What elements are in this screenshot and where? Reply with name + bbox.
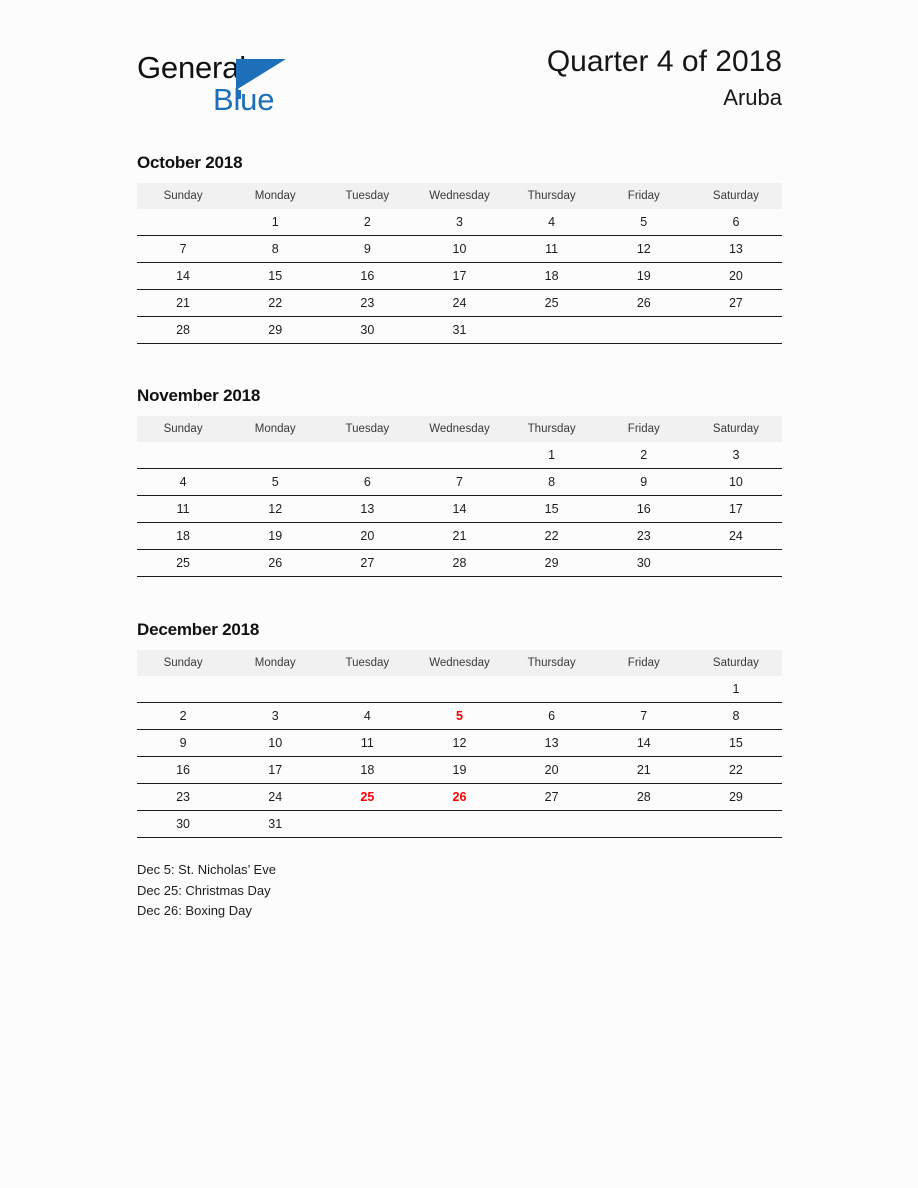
calendar-table <box>137 416 782 577</box>
day-cell[interactable]: 6 <box>321 469 413 496</box>
calendar-week-row <box>137 209 782 236</box>
day-cell[interactable]: 11 <box>321 730 413 757</box>
calendar-week-row <box>137 730 782 757</box>
calendar-week-row <box>137 550 782 577</box>
day-cell[interactable]: 27 <box>690 290 782 317</box>
day-cell[interactable]: 15 <box>690 730 782 757</box>
day-cell[interactable]: 30 <box>137 811 229 838</box>
day-cell[interactable]: 20 <box>321 523 413 550</box>
calendar-week-row <box>137 290 782 317</box>
weekday-header-wednesday: Wednesday <box>413 416 505 442</box>
day-cell[interactable]: 5 <box>598 209 690 236</box>
day-cell-empty[interactable] <box>413 442 505 469</box>
day-cell[interactable]: 23 <box>137 784 229 811</box>
day-cell[interactable]: 2 <box>321 209 413 236</box>
logo-word-blue: Blue <box>213 82 275 117</box>
day-cell[interactable]: 4 <box>321 703 413 730</box>
day-cell[interactable]: 14 <box>137 263 229 290</box>
day-cell-holiday[interactable]: 5 <box>413 703 505 730</box>
calendar-week-row <box>137 784 782 811</box>
day-cell[interactable]: 6 <box>506 703 598 730</box>
calendar-header-row <box>137 650 782 676</box>
day-cell[interactable]: 15 <box>506 496 598 523</box>
day-cell[interactable]: 2 <box>598 442 690 469</box>
day-cell[interactable]: 16 <box>321 263 413 290</box>
legend-item: Dec 25: Christmas Day <box>137 882 271 898</box>
page-header <box>137 44 782 140</box>
calendar-week-row <box>137 757 782 784</box>
month-block-december <box>137 620 782 838</box>
day-cell[interactable]: 28 <box>598 784 690 811</box>
calendar-header-row <box>137 416 782 442</box>
day-cell-empty[interactable] <box>321 676 413 703</box>
day-cell[interactable]: 25 <box>506 290 598 317</box>
day-cell[interactable]: 10 <box>413 236 505 263</box>
day-cell[interactable]: 2 <box>137 703 229 730</box>
calendar-week-row <box>137 236 782 263</box>
calendar-week-row <box>137 523 782 550</box>
day-cell[interactable]: 28 <box>137 317 229 344</box>
day-cell-empty[interactable] <box>690 550 782 577</box>
day-cell[interactable]: 19 <box>413 757 505 784</box>
day-cell[interactable]: 22 <box>690 757 782 784</box>
day-cell[interactable]: 26 <box>229 550 321 577</box>
day-cell-empty[interactable] <box>506 811 598 838</box>
calendar-week-row <box>137 442 782 469</box>
day-cell[interactable]: 15 <box>229 263 321 290</box>
day-cell-empty[interactable] <box>598 317 690 344</box>
day-cell[interactable]: 7 <box>598 703 690 730</box>
day-cell[interactable]: 19 <box>229 523 321 550</box>
day-cell-empty[interactable] <box>506 317 598 344</box>
weekday-header-tuesday: Tuesday <box>321 650 413 676</box>
day-cell[interactable]: 30 <box>321 317 413 344</box>
day-cell-empty[interactable] <box>137 676 229 703</box>
day-cell[interactable]: 12 <box>598 236 690 263</box>
day-cell[interactable]: 13 <box>506 730 598 757</box>
weekday-header-thursday: Thursday <box>506 416 598 442</box>
weekday-header-friday: Friday <box>598 183 690 209</box>
day-cell[interactable]: 24 <box>229 784 321 811</box>
weekday-header-monday: Monday <box>229 416 321 442</box>
day-cell[interactable]: 1 <box>690 676 782 703</box>
day-cell[interactable]: 8 <box>690 703 782 730</box>
day-cell-empty[interactable] <box>598 811 690 838</box>
day-cell[interactable]: 4 <box>506 209 598 236</box>
day-cell[interactable]: 28 <box>413 550 505 577</box>
calendar-table <box>137 183 782 344</box>
day-cell-empty[interactable] <box>506 676 598 703</box>
day-cell[interactable]: 16 <box>598 496 690 523</box>
day-cell-empty[interactable] <box>321 442 413 469</box>
day-cell[interactable]: 3 <box>229 703 321 730</box>
day-cell[interactable]: 21 <box>413 523 505 550</box>
day-cell[interactable]: 26 <box>598 290 690 317</box>
day-cell[interactable]: 27 <box>321 550 413 577</box>
weekday-header-monday: Monday <box>229 650 321 676</box>
weekday-header-wednesday: Wednesday <box>413 183 505 209</box>
day-cell[interactable]: 11 <box>137 496 229 523</box>
calendar-body <box>137 442 782 577</box>
day-cell-empty[interactable] <box>690 317 782 344</box>
day-cell[interactable]: 14 <box>413 496 505 523</box>
logo-word-general: General <box>137 50 246 85</box>
day-cell[interactable]: 14 <box>598 730 690 757</box>
day-cell[interactable]: 10 <box>229 730 321 757</box>
day-cell[interactable]: 25 <box>137 550 229 577</box>
day-cell[interactable]: 9 <box>137 730 229 757</box>
day-cell[interactable]: 17 <box>690 496 782 523</box>
day-cell[interactable]: 1 <box>506 442 598 469</box>
month-title: October 2018 <box>137 153 243 172</box>
month-title: December 2018 <box>137 620 260 639</box>
weekday-header-sunday: Sunday <box>137 650 229 676</box>
day-cell[interactable]: 4 <box>137 469 229 496</box>
title-block <box>547 44 782 112</box>
day-cell[interactable]: 7 <box>413 469 505 496</box>
day-cell[interactable]: 18 <box>321 757 413 784</box>
day-cell-holiday[interactable]: 25 <box>321 784 413 811</box>
day-cell[interactable]: 29 <box>506 550 598 577</box>
day-cell[interactable]: 5 <box>229 469 321 496</box>
day-cell[interactable]: 20 <box>690 263 782 290</box>
day-cell[interactable]: 3 <box>690 442 782 469</box>
calendar-week-row <box>137 703 782 730</box>
weekday-header-saturday: Saturday <box>690 183 782 209</box>
weekday-header-wednesday: Wednesday <box>413 650 505 676</box>
month-block-october <box>137 153 782 344</box>
day-cell-empty[interactable] <box>413 676 505 703</box>
day-cell[interactable]: 24 <box>413 290 505 317</box>
calendar-body <box>137 209 782 344</box>
calendar-body <box>137 676 782 838</box>
day-cell-empty[interactable] <box>229 676 321 703</box>
day-cell[interactable]: 6 <box>690 209 782 236</box>
day-cell-empty[interactable] <box>413 811 505 838</box>
day-cell[interactable]: 22 <box>229 290 321 317</box>
weekday-header-sunday: Sunday <box>137 183 229 209</box>
day-cell[interactable]: 12 <box>229 496 321 523</box>
day-cell-holiday[interactable]: 26 <box>413 784 505 811</box>
day-cell[interactable]: 18 <box>506 263 598 290</box>
weekday-header-saturday: Saturday <box>690 416 782 442</box>
month-block-november <box>137 386 782 577</box>
weekday-header-saturday: Saturday <box>690 650 782 676</box>
day-cell[interactable]: 13 <box>321 496 413 523</box>
weekday-header-friday: Friday <box>598 416 690 442</box>
calendar-header-row <box>137 183 782 209</box>
day-cell[interactable]: 12 <box>413 730 505 757</box>
day-cell[interactable]: 29 <box>229 317 321 344</box>
weekday-header-thursday: Thursday <box>506 183 598 209</box>
day-cell[interactable]: 9 <box>321 236 413 263</box>
weekday-header-sunday: Sunday <box>137 416 229 442</box>
day-cell[interactable]: 29 <box>690 784 782 811</box>
day-cell[interactable]: 17 <box>413 263 505 290</box>
day-cell[interactable]: 23 <box>321 290 413 317</box>
weekday-header-tuesday: Tuesday <box>321 416 413 442</box>
day-cell-empty[interactable] <box>137 442 229 469</box>
legend-item: Dec 5: St. Nicholas’ Eve <box>137 862 276 877</box>
country-subtitle: Aruba <box>723 85 782 111</box>
calendar-week-row <box>137 469 782 496</box>
calendar-table <box>137 650 782 838</box>
day-cell[interactable]: 18 <box>137 523 229 550</box>
weekday-header-tuesday: Tuesday <box>321 183 413 209</box>
day-cell[interactable]: 17 <box>229 757 321 784</box>
day-cell[interactable]: 16 <box>137 757 229 784</box>
day-cell[interactable]: 27 <box>506 784 598 811</box>
holiday-legend <box>137 860 637 922</box>
day-cell[interactable]: 31 <box>229 811 321 838</box>
weekday-header-friday: Friday <box>598 650 690 676</box>
day-cell[interactable]: 8 <box>229 236 321 263</box>
calendar-week-row <box>137 263 782 290</box>
day-cell[interactable]: 10 <box>690 469 782 496</box>
day-cell[interactable]: 30 <box>598 550 690 577</box>
calendar-week-row <box>137 496 782 523</box>
day-cell[interactable]: 31 <box>413 317 505 344</box>
day-cell[interactable]: 3 <box>413 209 505 236</box>
day-cell[interactable]: 21 <box>137 290 229 317</box>
day-cell[interactable]: 9 <box>598 469 690 496</box>
general-blue-logo[interactable] <box>137 52 297 122</box>
month-title: November 2018 <box>137 386 261 405</box>
page-title: Quarter 4 of 2018 <box>546 45 782 78</box>
day-cell[interactable]: 8 <box>506 469 598 496</box>
day-cell[interactable]: 13 <box>690 236 782 263</box>
calendar-week-row <box>137 317 782 344</box>
day-cell[interactable]: 21 <box>598 757 690 784</box>
day-cell-empty[interactable] <box>690 811 782 838</box>
weekday-header-monday: Monday <box>229 183 321 209</box>
legend-item: Dec 26: Boxing Day <box>137 903 252 918</box>
day-cell[interactable]: 23 <box>598 523 690 550</box>
weekday-header-thursday: Thursday <box>506 650 598 676</box>
day-cell-empty[interactable] <box>321 811 413 838</box>
day-cell[interactable]: 19 <box>598 263 690 290</box>
day-cell[interactable]: 11 <box>506 236 598 263</box>
day-cell[interactable]: 7 <box>137 236 229 263</box>
calendar-week-row <box>137 676 782 703</box>
day-cell[interactable]: 24 <box>690 523 782 550</box>
calendar-week-row <box>137 811 782 838</box>
day-cell[interactable]: 1 <box>229 209 321 236</box>
day-cell-empty[interactable] <box>229 442 321 469</box>
day-cell[interactable]: 20 <box>506 757 598 784</box>
day-cell[interactable]: 22 <box>506 523 598 550</box>
day-cell-empty[interactable] <box>137 209 229 236</box>
day-cell-empty[interactable] <box>598 676 690 703</box>
